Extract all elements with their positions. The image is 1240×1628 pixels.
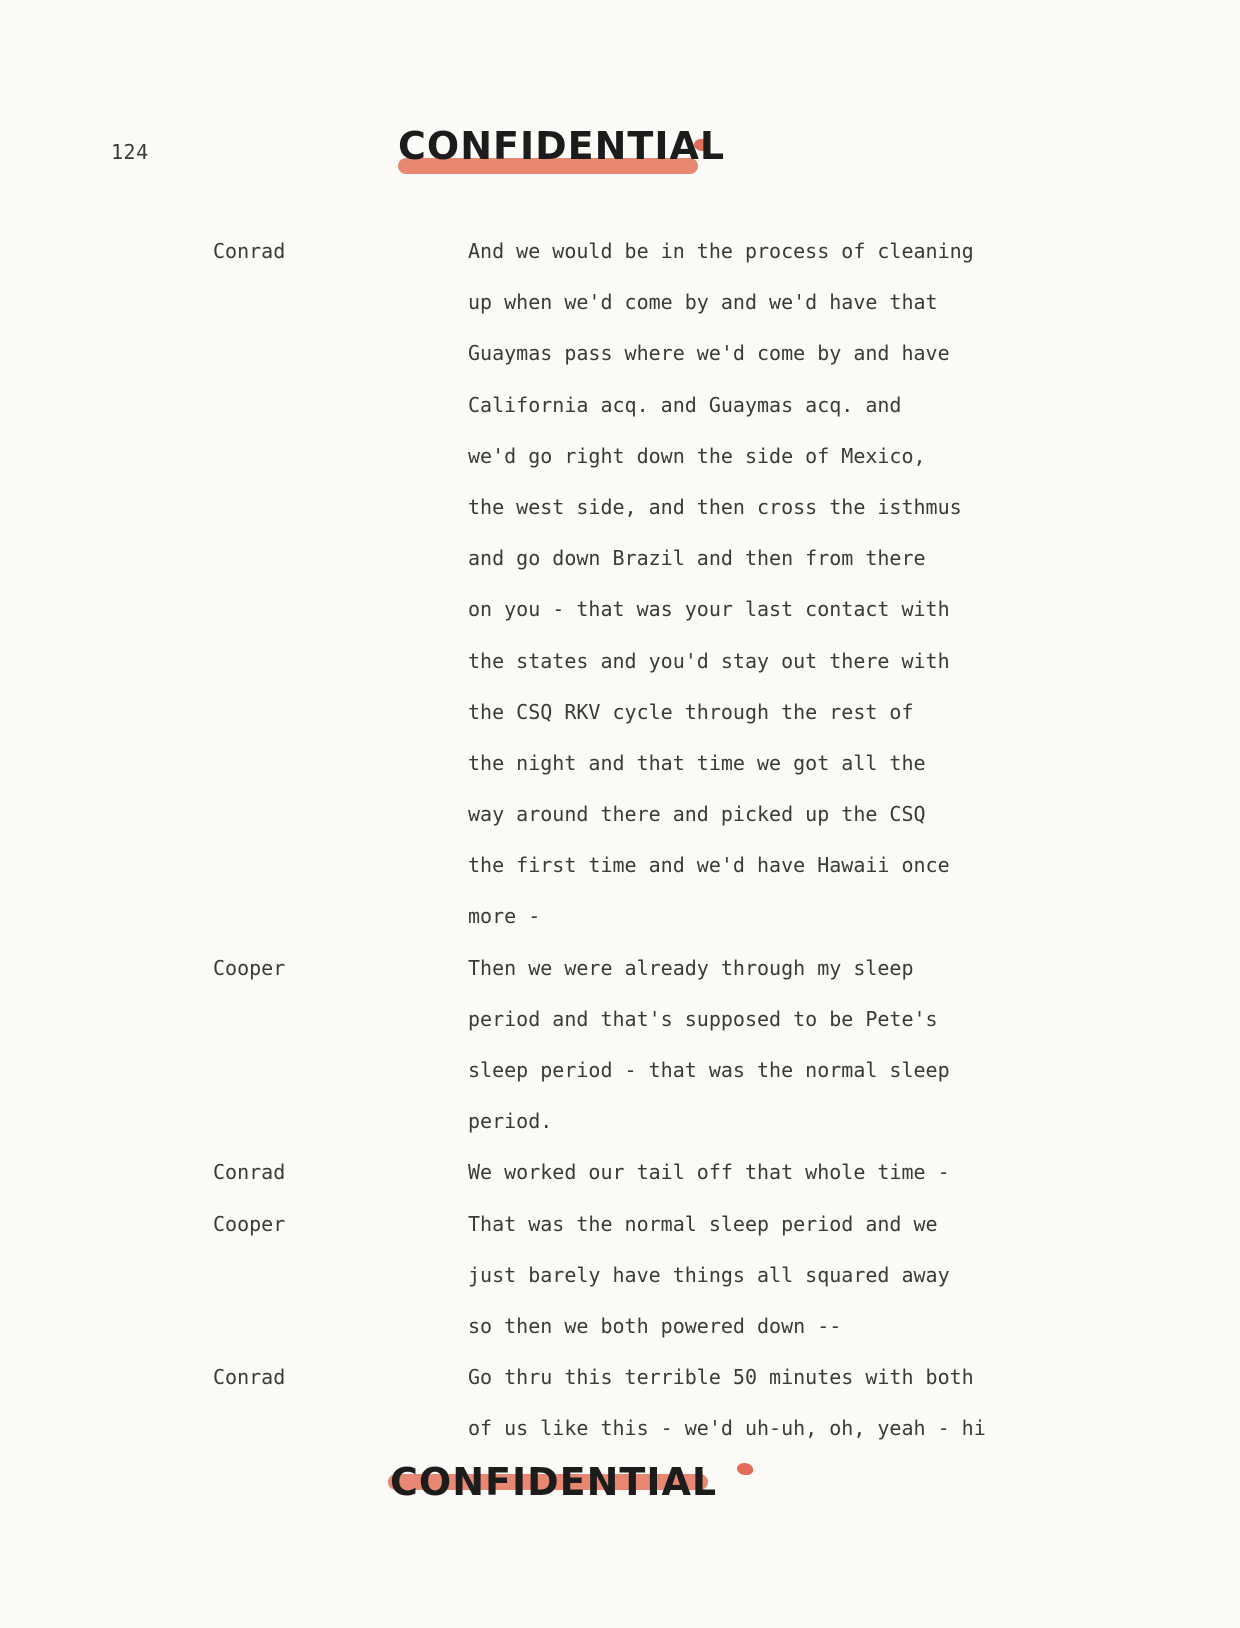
dialogue-text: and go down Brazil and then from there xyxy=(468,546,926,571)
speaker-name: Conrad xyxy=(213,1160,286,1185)
dialogue-text: we'd go right down the side of Mexico, xyxy=(468,443,926,468)
speaker-name: Conrad xyxy=(213,239,286,263)
transcript-line xyxy=(0,789,1240,840)
dialogue-text: the CSQ RKV cycle through the rest of xyxy=(468,699,914,724)
dialogue-text: way around there and picked up the CSQ xyxy=(468,802,926,827)
dialogue-text: We worked our tail off that whole time - xyxy=(468,1160,950,1185)
transcript-line xyxy=(0,1199,1240,1250)
dialogue-text: Guaymas pass where we'd come by and have xyxy=(468,341,950,366)
dialogue-text: just barely have things all squared away xyxy=(468,1262,950,1287)
dialogue-text: That was the normal sleep period and we xyxy=(468,1211,938,1236)
stamp-smear-dot xyxy=(737,1463,753,1475)
transcript-line xyxy=(0,482,1240,533)
transcript-line xyxy=(0,1096,1240,1147)
transcript-line xyxy=(0,584,1240,635)
transcript-line xyxy=(0,380,1240,431)
transcript-line xyxy=(0,1403,1240,1454)
transcript-line xyxy=(0,943,1240,994)
transcript-line xyxy=(0,1147,1240,1198)
dialogue-text: period and that's supposed to be Pete's xyxy=(468,1006,938,1031)
transcript-line xyxy=(0,431,1240,482)
dialogue-text: more - xyxy=(468,904,541,929)
transcript-line xyxy=(0,1250,1240,1301)
confidential-label: CONFIDENTIAL xyxy=(390,1460,718,1504)
transcript-line xyxy=(0,1045,1240,1096)
dialogue-text: sleep period - that was the normal sleep xyxy=(468,1058,950,1082)
transcript-line xyxy=(0,277,1240,328)
dialogue-text: period. xyxy=(468,1109,553,1134)
dialogue-text: the west side, and then cross the isthmus xyxy=(468,494,962,519)
dialogue-text: the first time and we'd have Hawaii once xyxy=(468,853,950,878)
dialogue-text: up when we'd come by and we'd have that xyxy=(468,290,938,315)
transcript-line xyxy=(0,994,1240,1045)
dialogue-text: of us like this - we'd uh-uh, oh, yeah - hi xyxy=(468,1416,986,1441)
speaker-name: Cooper xyxy=(213,955,286,980)
transcript-line xyxy=(0,636,1240,687)
dialogue-text: California acq. and Guaymas acq. and xyxy=(468,392,902,417)
speaker-name: Conrad xyxy=(213,1365,286,1390)
transcript-line xyxy=(0,328,1240,379)
confidential-label: CONFIDENTIAL xyxy=(398,124,726,168)
speaker-name: Cooper xyxy=(213,1211,286,1236)
transcript-line xyxy=(0,533,1240,584)
transcript xyxy=(0,226,1240,1455)
transcript-line xyxy=(0,840,1240,891)
transcript-line xyxy=(0,226,1240,277)
dialogue-text: the night and that time we got all the xyxy=(468,750,926,775)
dialogue-text: so then we both powered down -- xyxy=(468,1313,842,1338)
page-number: 124 xyxy=(111,140,149,164)
transcript-line xyxy=(0,891,1240,942)
dialogue-text: on you - that was your last contact with xyxy=(468,597,950,622)
transcript-line xyxy=(0,1352,1240,1403)
dialogue-text: And we would be in the process of cleaning xyxy=(468,239,974,263)
dialogue-text: Go thru this terrible 50 minutes with both xyxy=(468,1365,974,1390)
transcript-line xyxy=(0,687,1240,738)
transcript-line xyxy=(0,738,1240,789)
dialogue-text: the states and you'd stay out there with xyxy=(468,648,950,673)
transcript-line xyxy=(0,1301,1240,1352)
dialogue-text: Then we were already through my sleep xyxy=(468,955,914,980)
